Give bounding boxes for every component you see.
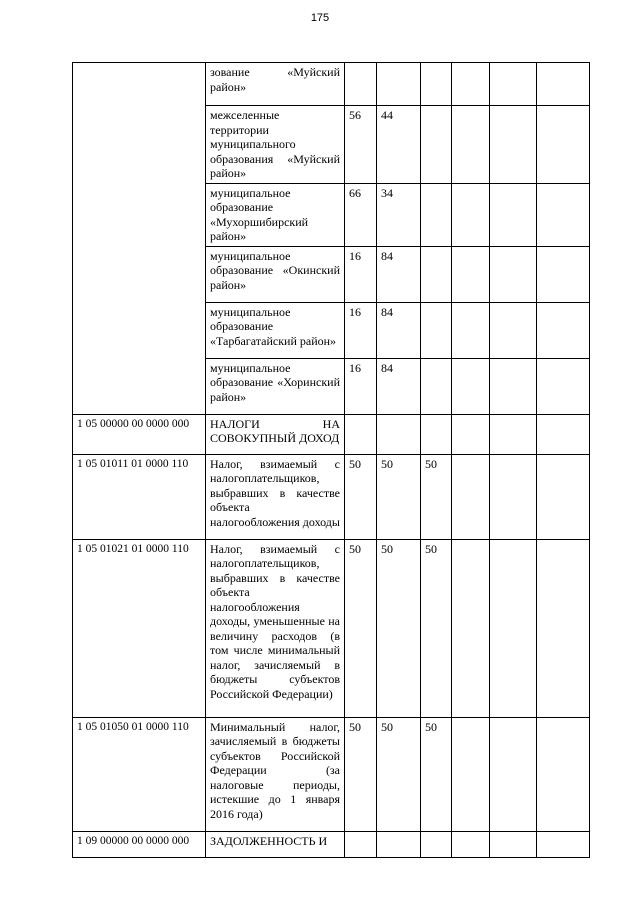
page-number: 175 xyxy=(310,12,330,24)
value-cell-5 xyxy=(490,106,537,184)
value-cell-6 xyxy=(537,358,590,414)
value-cell-6 xyxy=(537,183,590,246)
value-cell-3 xyxy=(421,183,452,246)
revenue-distribution-table xyxy=(72,62,590,858)
value-cell-4 xyxy=(452,454,490,539)
value-cell-2: 44 xyxy=(377,106,421,184)
income-name-cell: Налог, взимаемый с налогоплательщиков, выбравших в качестве объекта налогообложения доходы, уменьшенные на величину расходов (в том числе минимальный налог, зачисляемый в бюджеты субъектов Российской Федерации) xyxy=(206,539,345,717)
value-cell-1 xyxy=(345,831,377,857)
budget-code-cell: 1 05 01021 01 0000 110 xyxy=(73,539,206,717)
value-cell-3: 50 xyxy=(421,539,452,717)
value-cell-4 xyxy=(452,358,490,414)
table-row xyxy=(73,454,590,539)
value-cell-6 xyxy=(537,454,590,539)
value-cell-6 xyxy=(537,106,590,184)
value-cell-3: 50 xyxy=(421,717,452,831)
value-cell-4 xyxy=(452,414,490,454)
value-cell-3 xyxy=(421,358,452,414)
value-cell-4 xyxy=(452,106,490,184)
value-cell-2 xyxy=(377,831,421,857)
budget-code-cell: 1 05 00000 00 0000 000 xyxy=(73,414,206,454)
value-cell-4 xyxy=(452,302,490,358)
value-cell-3 xyxy=(421,302,452,358)
value-cell-3: 50 xyxy=(421,454,452,539)
value-cell-2: 84 xyxy=(377,358,421,414)
income-name-cell: муниципальное образование «Окинский район» xyxy=(206,246,345,302)
table-row xyxy=(73,63,590,106)
budget-code-cell: 1 09 00000 00 0000 000 xyxy=(73,831,206,857)
value-cell-1: 50 xyxy=(345,539,377,717)
value-cell-2 xyxy=(377,63,421,106)
value-cell-2: 34 xyxy=(377,183,421,246)
value-cell-4 xyxy=(452,831,490,857)
value-cell-3 xyxy=(421,63,452,106)
value-cell-1: 66 xyxy=(345,183,377,246)
value-cell-3 xyxy=(421,246,452,302)
value-cell-3 xyxy=(421,831,452,857)
value-cell-2: 50 xyxy=(377,454,421,539)
value-cell-6 xyxy=(537,246,590,302)
table-row xyxy=(73,831,590,857)
value-cell-5 xyxy=(490,246,537,302)
table-row xyxy=(73,539,590,717)
value-cell-1 xyxy=(345,63,377,106)
value-cell-1: 16 xyxy=(345,302,377,358)
value-cell-2: 50 xyxy=(377,717,421,831)
income-name-cell: межселенные территории муниципального образования «Муйский район» xyxy=(206,106,345,184)
value-cell-3 xyxy=(421,414,452,454)
value-cell-5 xyxy=(490,717,537,831)
income-name-cell: Налог, взимаемый с налогоплательщиков, выбравших в качестве объекта налогообложения доходы xyxy=(206,454,345,539)
value-cell-2: 84 xyxy=(377,246,421,302)
income-name-cell: муниципальное образование «Хоринский район» xyxy=(206,358,345,414)
value-cell-4 xyxy=(452,246,490,302)
value-cell-6 xyxy=(537,831,590,857)
value-cell-6 xyxy=(537,414,590,454)
income-name-cell: муниципальное образование «Тарбагатайский район» xyxy=(206,302,345,358)
value-cell-5 xyxy=(490,63,537,106)
value-cell-4 xyxy=(452,183,490,246)
value-cell-1 xyxy=(345,414,377,454)
value-cell-5 xyxy=(490,831,537,857)
value-cell-6 xyxy=(537,539,590,717)
value-cell-5 xyxy=(490,539,537,717)
value-cell-1: 50 xyxy=(345,717,377,831)
table-row xyxy=(73,414,590,454)
value-cell-3 xyxy=(421,106,452,184)
value-cell-1: 16 xyxy=(345,246,377,302)
budget-code-cell: 1 05 01011 01 0000 110 xyxy=(73,454,206,539)
value-cell-1: 16 xyxy=(345,358,377,414)
income-name-cell: Минимальный налог, зачисляемый в бюджеты субъектов Российской Федерации (за налоговые периоды, истекшие до 1 января 2016 года) xyxy=(206,717,345,831)
value-cell-5 xyxy=(490,302,537,358)
value-cell-6 xyxy=(537,717,590,831)
income-name-cell: ЗАДОЛЖЕННОСТЬ И xyxy=(206,831,345,857)
income-name-cell: НАЛОГИ НА СОВОКУПНЫЙ ДОХОД xyxy=(206,414,345,454)
value-cell-2: 50 xyxy=(377,539,421,717)
value-cell-1: 56 xyxy=(345,106,377,184)
table-row xyxy=(73,717,590,831)
budget-code-cell: 1 05 01050 01 0000 110 xyxy=(73,717,206,831)
value-cell-5 xyxy=(490,454,537,539)
value-cell-5 xyxy=(490,183,537,246)
value-cell-6 xyxy=(537,302,590,358)
value-cell-4 xyxy=(452,717,490,831)
value-cell-5 xyxy=(490,358,537,414)
value-cell-2 xyxy=(377,414,421,454)
value-cell-6 xyxy=(537,63,590,106)
value-cell-2: 84 xyxy=(377,302,421,358)
value-cell-4 xyxy=(452,63,490,106)
value-cell-5 xyxy=(490,414,537,454)
budget-code-cell xyxy=(73,63,206,415)
value-cell-1: 50 xyxy=(345,454,377,539)
value-cell-4 xyxy=(452,539,490,717)
income-name-cell: муниципальное образование «Мухоршибирский район» xyxy=(206,183,345,246)
income-name-cell: зование «Муйский район» xyxy=(206,63,345,106)
